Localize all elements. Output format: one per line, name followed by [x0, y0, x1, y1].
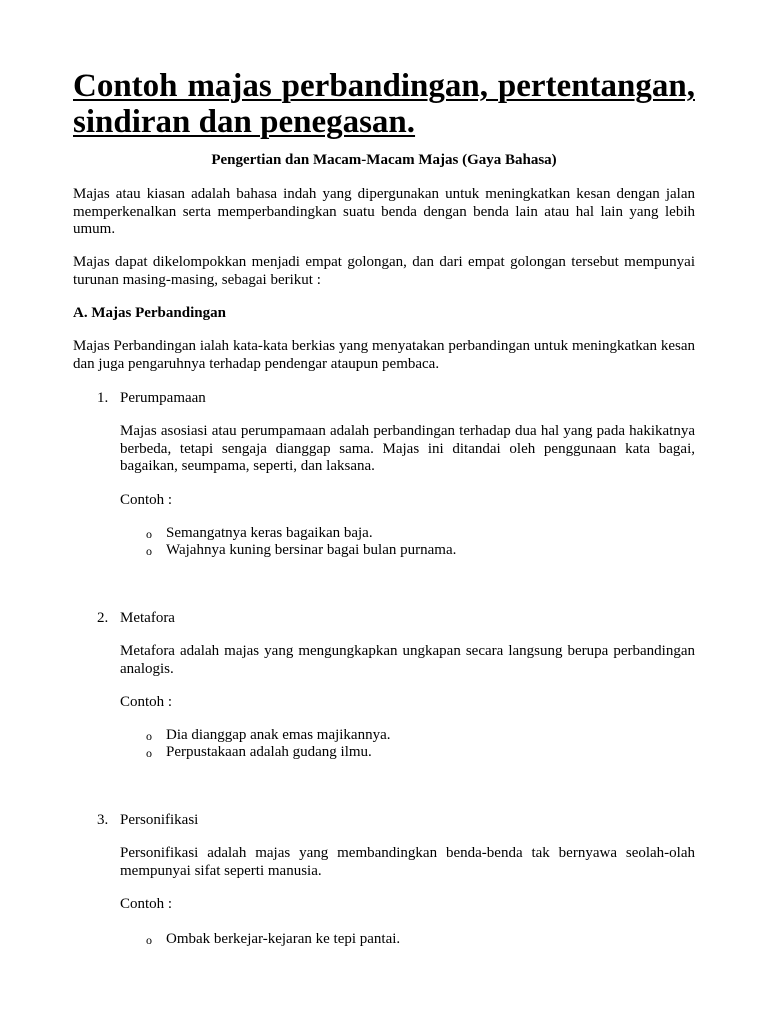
bullet-marker: o [146, 729, 152, 743]
item-2-example-2 [146, 743, 372, 761]
item-2-name: Metafora [120, 610, 175, 626]
item-2-example-1-text: Dia dianggap anak emas majikannya. [166, 727, 391, 743]
item-2-example-2-text: Perpustakaan adalah gudang ilmu. [166, 744, 372, 760]
item-3-example-label: Contoh : [120, 896, 173, 912]
item-1-definition: Majas asosiasi atau perumpamaan adalah perbandingan terhadap dua hal yang pada hakikatnya berbeda, tetapi sengaja dianggap sama. Majas ini ditandai oleh penggunaan kata bagai, bagaikan, seumpama, seperti, dan laksana. [120, 423, 695, 474]
item-1-example-1-text: Semangatnya keras bagaikan baja. [166, 525, 373, 541]
intro-paragraph-1: Majas atau kiasan adalah bahasa indah yang dipergunakan untuk meningkatkan kesan dengan jalan memperkenalkan serta memperbandingkan suatu benda dengan benda lain atau hal lain yang lebih umum. [73, 186, 695, 237]
intro-paragraph-2: Majas dapat dikelompokkan menjadi empat golongan, dan dari empat golongan tersebut mempunyai turunan masing-masing, sebagai berikut : [73, 254, 695, 288]
item-3-example-1-text: Ombak berkejar-kejaran ke tepi pantai. [166, 931, 401, 947]
section-a-heading: A. Majas Perbandingan [73, 305, 226, 321]
item-2-example-label: Contoh : [120, 694, 173, 710]
bullet-marker: o [146, 746, 152, 760]
item-1-example-1 [146, 524, 373, 542]
item-1-example-2 [146, 541, 457, 559]
document-subtitle: Pengertian dan Macam-Macam Majas (Gaya Bahasa) [211, 152, 557, 168]
item-3-number: 3. [97, 812, 109, 828]
item-1-name: Perumpamaan [120, 390, 206, 406]
item-3-name: Personifikasi [120, 812, 199, 828]
title-line-2: sindiran dan penegasan. [73, 104, 416, 140]
item-2-example-1 [146, 726, 391, 744]
bullet-marker: o [146, 527, 152, 541]
title-line-1: Contoh majas perbandingan, pertentangan, [73, 68, 695, 104]
item-1-number: 1. [97, 390, 109, 406]
item-2-definition: Metafora adalah majas yang mengungkapkan ungkapan secara langsung berupa perbandingan analogis. [120, 643, 695, 677]
bullet-marker: o [146, 544, 152, 558]
item-1-example-label: Contoh : [120, 492, 173, 508]
document-title [73, 68, 695, 140]
item-1-example-2-text: Wajahnya kuning bersinar bagai bulan purnama. [166, 542, 457, 558]
bullet-marker: o [146, 933, 152, 947]
section-a-paragraph: Majas Perbandingan ialah kata-kata berkias yang menyatakan perbandingan untuk meningkatkan kesan dan juga pengaruhnya terhadap pendengar ataupun pembaca. [73, 338, 695, 372]
item-2-number: 2. [97, 610, 109, 626]
item-3-definition: Personifikasi adalah majas yang membandingkan benda-benda tak bernyawa seolah-olah mempunyai sifat seperti manusia. [120, 845, 695, 879]
item-3-example-1 [146, 930, 401, 948]
